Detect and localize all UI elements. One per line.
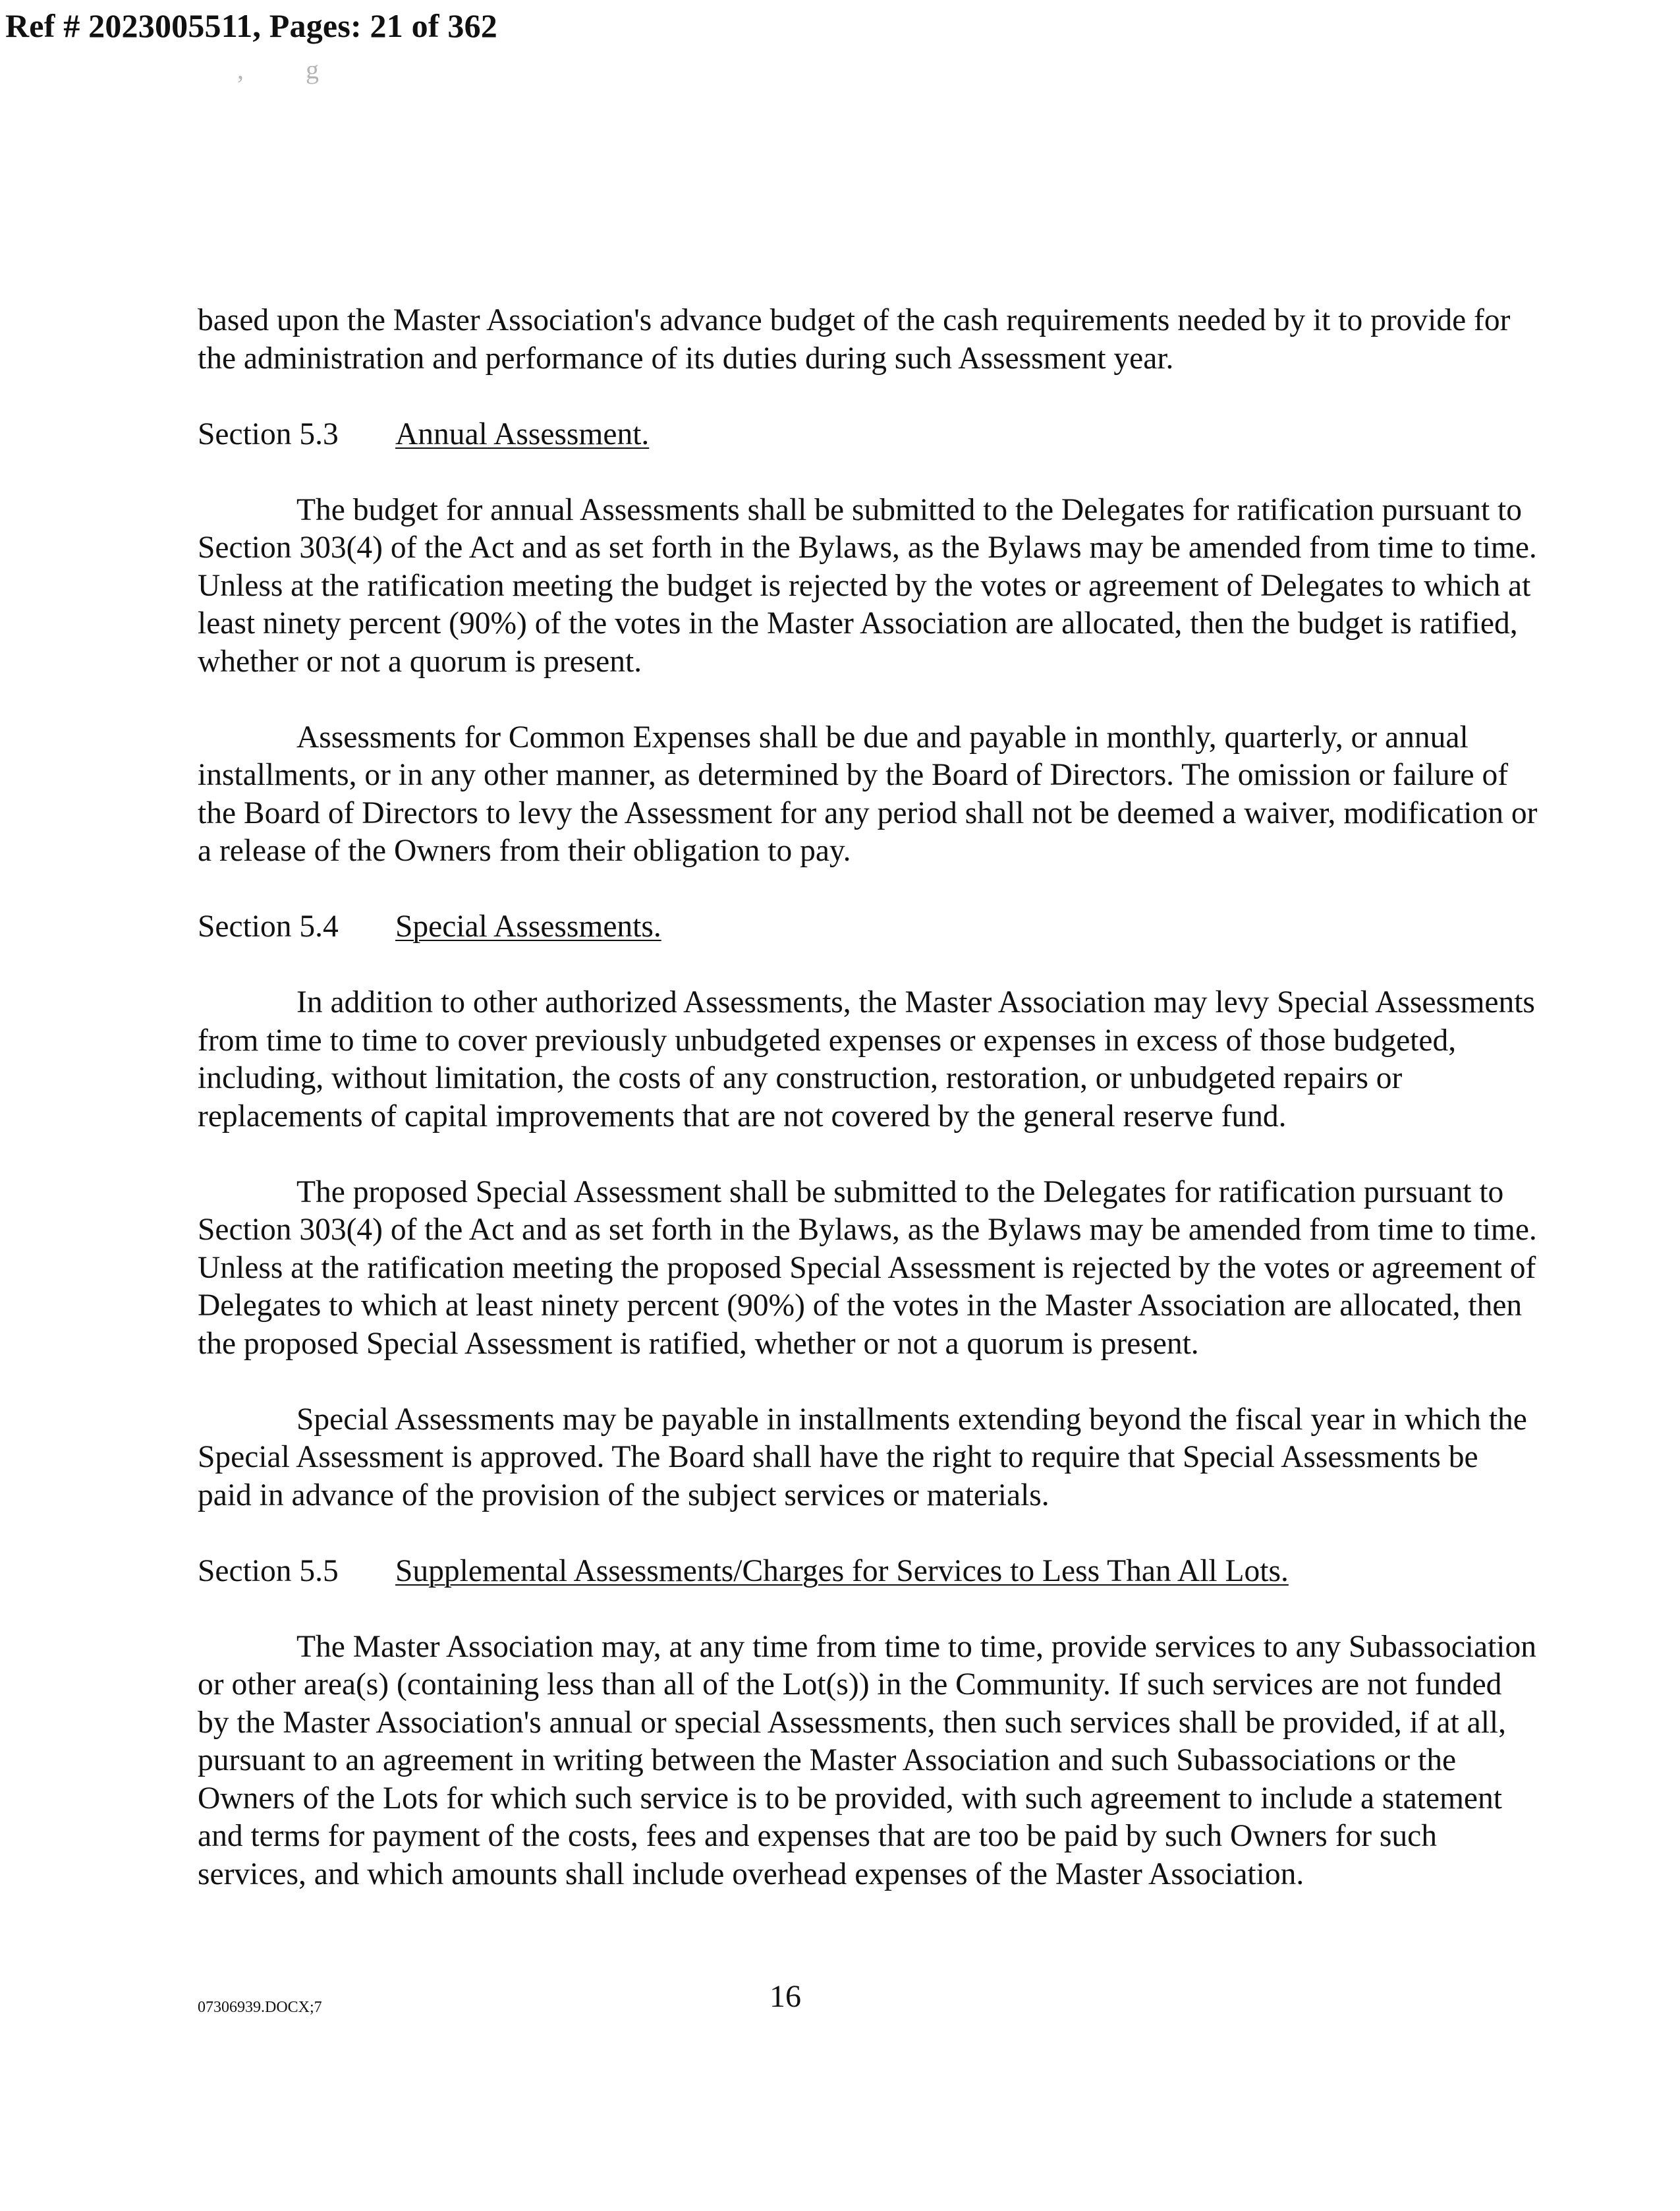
section-5-3-paragraph-1: The budget for annual Assessments shall be submitted to the Delegates for ratification pursuant to Section 303(4) of the Act and as set forth in the Bylaws, as the Bylaws may be amended from time to time. Unless at the ratification meeting the budget is rejected by the votes or agreement of Delegates to which at least ninety percent (90%) of the votes in the Master Association are allocated, then the budget is ratified, whether or not a quorum is present.	[198, 492, 1537, 679]
section-5-5-heading	[198, 1553, 1538, 1591]
section-title: Annual Assessment.	[395, 416, 650, 451]
section-5-4-paragraph-2: The proposed Special Assessment shall be submitted to the Delegates for ratification pursuant to Section 303(4) of the Act and as set forth in the Bylaws, as the Bylaws may be amended from time to time. Unless at the ratification meeting the proposed Special Assessment is rejected by the votes or agreement of Delegates to which at least ninety percent (90%) of the votes in the Master Association are allocated, then the proposed Special Assessment is ratified, whether or not a quorum is present.	[198, 1174, 1537, 1361]
reference-header: Ref # 2023005511, Pages: 21 of 362	[5, 7, 497, 44]
section-number: Section 5.3	[198, 416, 339, 451]
section-5-4-paragraph-1: In addition to other authorized Assessments, the Master Association may levy Special Assessments from time to time to cover previously unbudgeted expenses or expenses in excess of those budgeted, including, without limitation, the costs of any construction, restoration, or unbudgeted repairs or replacements of capital improvements that are not covered by the general reserve fund.	[198, 985, 1535, 1134]
section-5-4-heading	[198, 908, 1538, 946]
section-5-3-paragraph-2: Assessments for Common Expenses shall be due and payable in monthly, quarterly, or annual installments, or in any other manner, as determined by the Board of Directors. The omission or failure of the Board of Directors to levy the Assessment for any period shall not be deemed a waiver, modification or a release of the Owners from their obligation to pay.	[198, 720, 1538, 868]
intro-paragraph: based upon the Master Association's advance budget of the cash requirements needed by it to provide for the administration and performance of its duties during such Assessment year.	[198, 303, 1511, 376]
section-number: Section 5.5	[198, 1553, 339, 1588]
section-number: Section 5.4	[198, 909, 339, 944]
section-5-5-paragraph-1: The Master Association may, at any time from time to time, provide services to any Subassociation or other area(s) (containing less than all of the Lot(s)) in the Community. If such services are not funded by the Master Association's annual or special Assessments, then such services shall be provided, if at all, pursuant to an agreement in writing between the Master Association and such Subassociations or the Owners of the Lots for which such service is to be provided, with such agreement to include a statement and terms for payment of the costs, fees and expenses that are too be paid by such Owners for such services, and which amounts shall include overhead expenses of the Master Association.	[198, 1629, 1536, 1891]
section-5-4-paragraph-3: Special Assessments may be payable in installments extending beyond the fiscal year in which the Special Assessment is approved. The Board shall have the right to require that Special Assessments be paid in advance of the provision of the subject services or materials.	[198, 1402, 1527, 1512]
section-title: Special Assessments.	[395, 909, 661, 944]
section-5-3-heading	[198, 416, 1538, 454]
section-title: Supplemental Assessments/Charges for Services to Less Than All Lots.	[395, 1553, 1289, 1588]
footer-page-number: 16	[770, 1979, 801, 2014]
footer-document-id: 07306939.DOCX;7	[198, 1999, 322, 2016]
document-body	[198, 302, 1538, 1932]
faint-text-remnant: , g	[237, 55, 347, 84]
